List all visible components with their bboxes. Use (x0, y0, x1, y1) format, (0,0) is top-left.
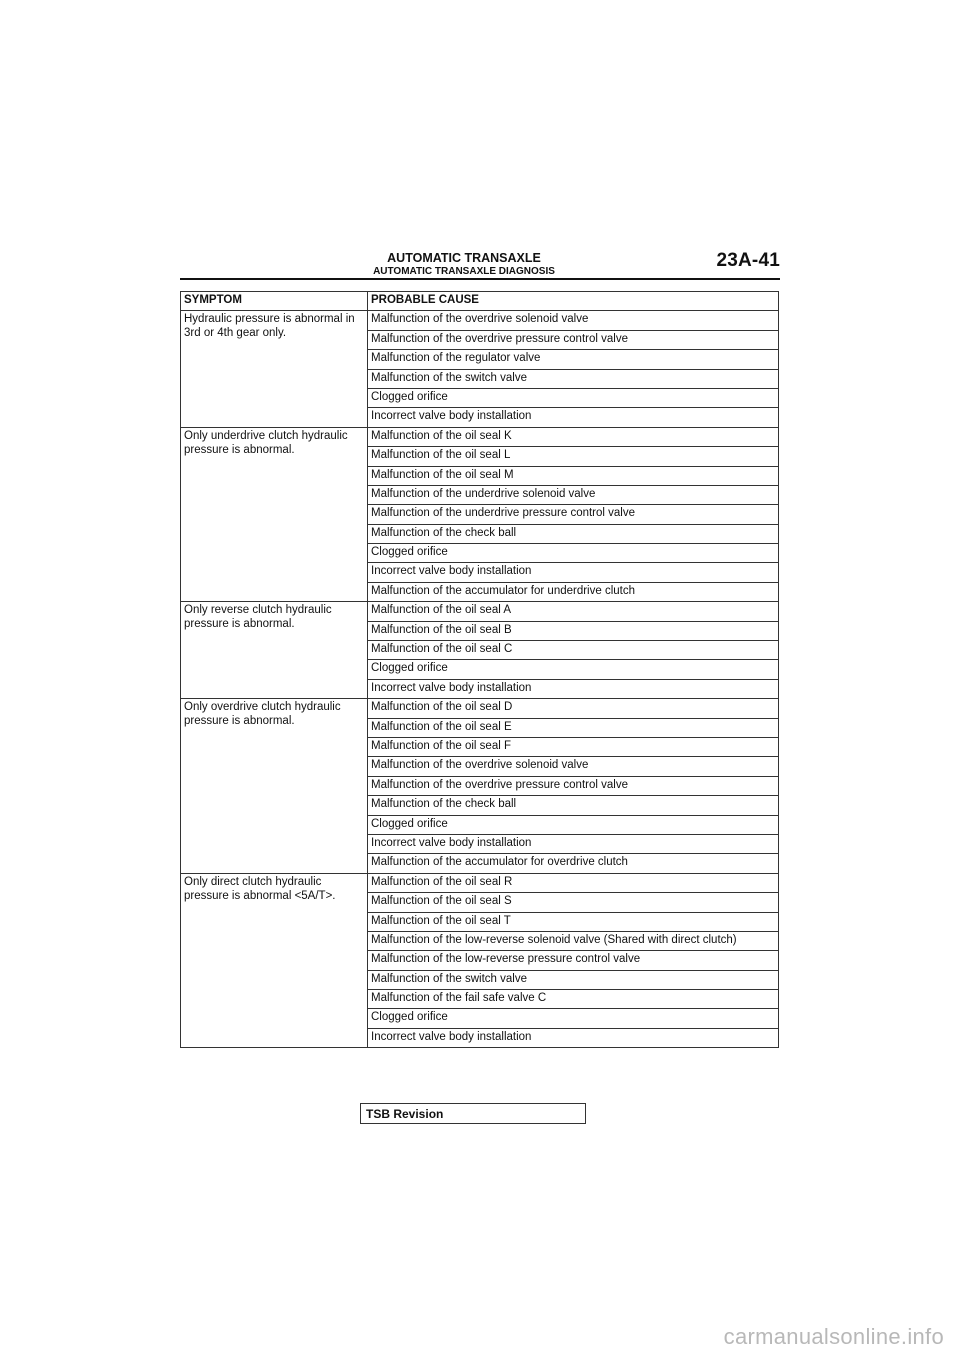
table-row (181, 427, 779, 446)
section-subtitle: AUTOMATIC TRANSAXLE DIAGNOSIS (373, 266, 555, 277)
symptom-cell: Only underdrive clutch hydraulic pressure is abnormal. (181, 427, 368, 602)
cause-cell: Incorrect valve body installation (368, 834, 779, 853)
cause-column-header: PROBABLE CAUSE (368, 292, 779, 311)
symptom-cell: Only reverse clutch hydraulic pressure is abnormal. (181, 602, 368, 699)
tsb-revision-label: TSB Revision (366, 1107, 444, 1121)
symptom-cell: Only overdrive clutch hydraulic pressure is abnormal. (181, 699, 368, 874)
cause-cell: Incorrect valve body installation (368, 1028, 779, 1047)
tsb-revision-box (360, 1103, 586, 1124)
table-header-row (181, 292, 779, 311)
cause-cell: Malfunction of the oil seal T (368, 912, 779, 931)
cause-cell: Malfunction of the regulator valve (368, 350, 779, 369)
cause-cell: Malfunction of the oil seal S (368, 893, 779, 912)
symptom-column-header: SYMPTOM (181, 292, 368, 311)
cause-cell: Malfunction of the fail safe valve C (368, 990, 779, 1009)
cause-cell: Malfunction of the oil seal F (368, 737, 779, 756)
table-row (181, 699, 779, 718)
cause-cell: Malfunction of the oil seal R (368, 873, 779, 892)
cause-cell: Malfunction of the switch valve (368, 369, 779, 388)
cause-cell: Malfunction of the accumulator for overdrive clutch (368, 854, 779, 873)
cause-cell: Malfunction of the oil seal B (368, 621, 779, 640)
cause-cell: Clogged orifice (368, 660, 779, 679)
cause-cell: Incorrect valve body installation (368, 408, 779, 427)
cause-cell: Malfunction of the oil seal E (368, 718, 779, 737)
table-row (181, 602, 779, 621)
cause-cell: Malfunction of the switch valve (368, 970, 779, 989)
cause-cell: Malfunction of the oil seal A (368, 602, 779, 621)
cause-cell: Malfunction of the overdrive solenoid valve (368, 757, 779, 776)
cause-cell: Clogged orifice (368, 1009, 779, 1028)
table-body (181, 311, 779, 1048)
cause-cell: Malfunction of the oil seal C (368, 641, 779, 660)
watermark: carmanualsonline.info (723, 1324, 944, 1349)
cause-cell: Incorrect valve body installation (368, 563, 779, 582)
table-row (181, 873, 779, 892)
header-rule (180, 278, 780, 280)
cause-cell: Clogged orifice (368, 544, 779, 563)
cause-cell: Malfunction of the low-reverse pressure control valve (368, 951, 779, 970)
cause-cell: Malfunction of the low-reverse solenoid valve (Shared with direct clutch) (368, 931, 779, 950)
cause-cell: Malfunction of the overdrive solenoid valve (368, 311, 779, 330)
cause-cell: Malfunction of the oil seal L (368, 447, 779, 466)
cause-cell: Malfunction of the oil seal M (368, 466, 779, 485)
page-header (180, 250, 780, 280)
cause-cell: Clogged orifice (368, 815, 779, 834)
cause-cell: Malfunction of the overdrive pressure control valve (368, 776, 779, 795)
cause-cell: Malfunction of the oil seal D (368, 699, 779, 718)
page-number: 23A-41 (716, 250, 780, 271)
cause-cell: Malfunction of the check ball (368, 524, 779, 543)
symptom-cell: Only direct clutch hydraulic pressure is abnormal <5A/T>. (181, 873, 368, 1048)
cause-cell: Malfunction of the oil seal K (368, 427, 779, 446)
cause-cell: Malfunction of the overdrive pressure control valve (368, 330, 779, 349)
cause-cell: Malfunction of the underdrive solenoid valve (368, 485, 779, 504)
table-row (181, 311, 779, 330)
cause-cell: Malfunction of the underdrive pressure control valve (368, 505, 779, 524)
symptom-cell: Hydraulic pressure is abnormal in 3rd or 4th gear only. (181, 311, 368, 427)
cause-cell: Incorrect valve body installation (368, 679, 779, 698)
diagnosis-table (180, 291, 779, 1048)
section-title: AUTOMATIC TRANSAXLE (387, 251, 541, 265)
cause-cell: Malfunction of the accumulator for underdrive clutch (368, 582, 779, 601)
cause-cell: Malfunction of the check ball (368, 796, 779, 815)
cause-cell: Clogged orifice (368, 388, 779, 407)
